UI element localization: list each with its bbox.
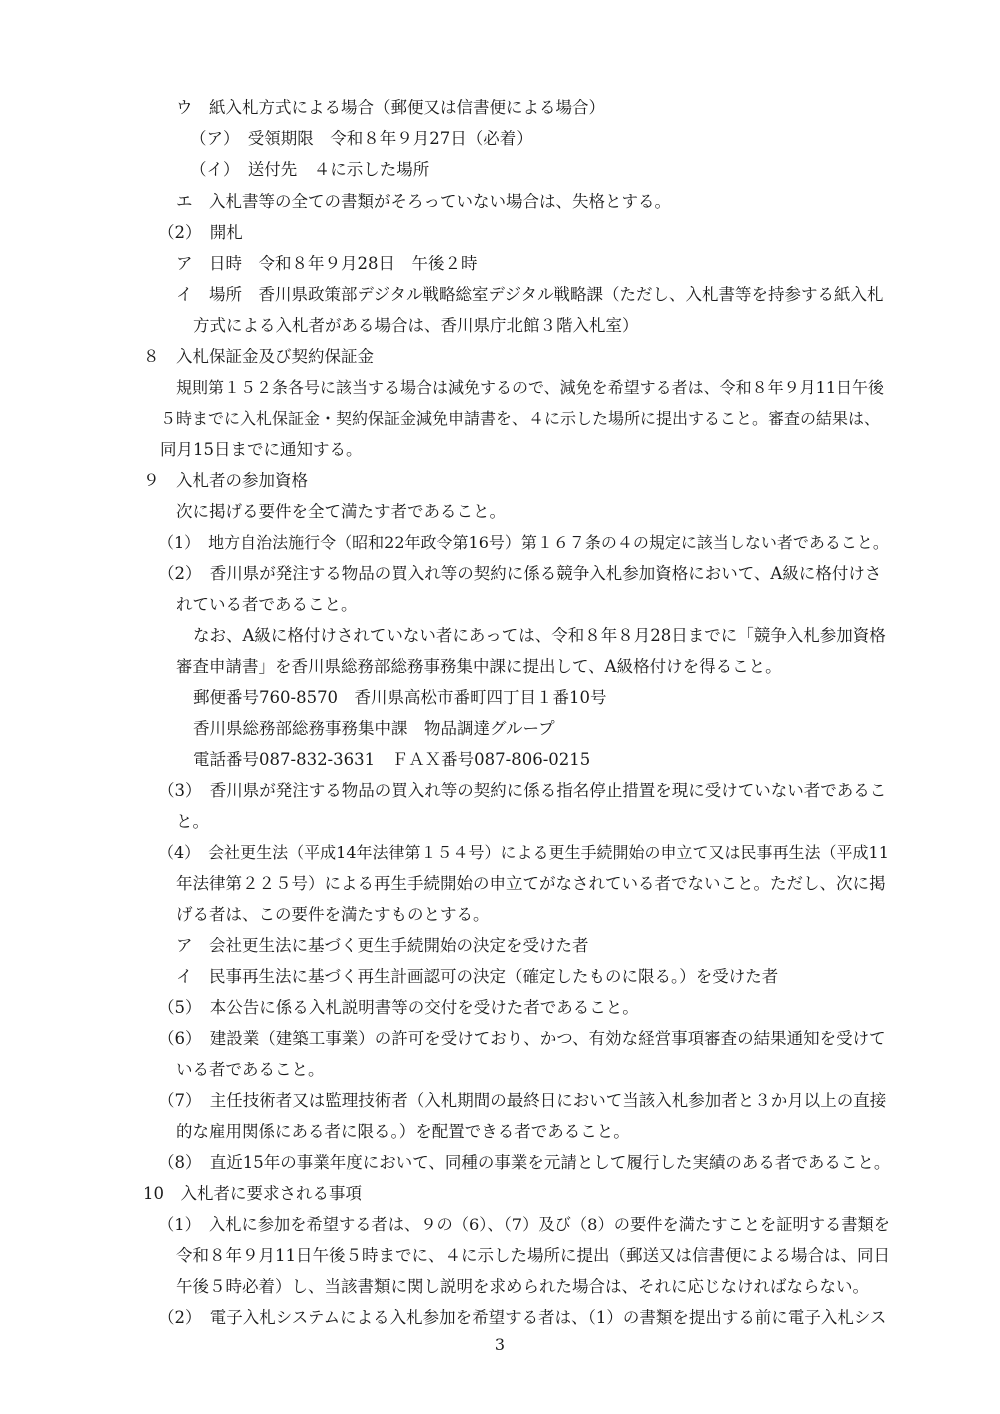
line-26: 年法律第２２５号）による再生手続開始の申立てがなされている者でないこと。ただし、次に掲 [176, 874, 886, 893]
line-25: （4） 会社更生法（平成14年法律第１５４号）による更生手続開始の申立て又は民事再生法（平成11 [158, 843, 889, 862]
line-16: （2） 香川県が発注する物品の買入れ等の契約に係る競争入札参加資格において、A級に格付けさ [158, 564, 882, 583]
line-15: （1） 地方自治法施行令（昭和22年政令第16号）第１６７条の４の規定に該当しない者であること。 [158, 533, 889, 552]
line-29: イ 民事再生法に基づく再生計画認可の決定（確定したものに限る。）を受けた者 [176, 967, 779, 986]
line-30: （5） 本公告に係る入札説明書等の交付を受けた者であること。 [158, 998, 639, 1017]
line-20: 郵便番号760-8570 香川県高松市番町四丁目１番10号 [193, 688, 607, 707]
line-32: いる者であること。 [176, 1060, 325, 1079]
line-37: （1） 入札に参加を希望する者は、９の（6）、（7）及び（8）の要件を満たすことを証明する書類を [158, 1215, 890, 1234]
line-24: と。 [176, 812, 209, 831]
page-number: 3 [494, 1335, 506, 1354]
line-11: ５時までに入札保証金・契約保証金減免申請書を、４に示した場所に提出すること。審査の結果は、 [160, 409, 881, 428]
line-28: ア 会社更生法に基づく更生手続開始の決定を受けた者 [176, 936, 589, 955]
line-31: （6） 建設業（建築工事業）の許可を受けており、かつ、有効な経営事項審査の結果通知を受けて [158, 1029, 886, 1048]
line-4: エ 入札書等の全ての書類がそろっていない場合は、失格とする。 [176, 192, 671, 211]
line-21: 香川県総務部総務事務集中課 物品調達グループ [193, 719, 555, 738]
line-14: 次に掲げる要件を全て満たす者であること。 [176, 502, 506, 521]
line-2: （ア） 受領期限 令和８年９月27日（必着） [190, 129, 533, 148]
line-18: なお、A級に格付けされていない者にあっては、令和８年８月28日までに「競争入札参加資格 [193, 626, 886, 645]
line-22: 電話番号087-832-3631 ＦＡＸ番号087-806-0215 [193, 750, 591, 769]
line-40: （2） 電子入札システムによる入札参加を希望する者は、（1）の書類を提出する前に電子入札シス [158, 1308, 887, 1327]
line-35: （8） 直近15年の事業年度において、同種の事業を元請として履行した実績のある者であること。 [158, 1153, 891, 1172]
line-13: ９ 入札者の参加資格 [143, 471, 308, 490]
line-7: イ 場所 香川県政策部デジタル戦略総室デジタル戦略課（ただし、入札書等を持参する紙入札 [176, 285, 884, 304]
line-1: ウ 紙入札方式による場合（郵便又は信書便による場合） [176, 98, 605, 117]
line-19: 審査申請書」を香川県総務部総務事務集中課に提出して、A級格付けを得ること。 [176, 657, 782, 676]
line-3: （イ） 送付先 ４に示した場所 [190, 160, 430, 179]
line-12: 同月15日までに通知する。 [160, 440, 363, 459]
line-9: ８ 入札保証金及び契約保証金 [143, 347, 374, 366]
line-8: 方式による入札者がある場合は、香川県庁北館３階入札室） [193, 316, 639, 335]
line-33: （7） 主任技術者又は監理技術者（入札期間の最終日において当該入札参加者と３か月以上の直接 [158, 1091, 887, 1110]
line-36: 10 入札者に要求される事項 [143, 1184, 362, 1203]
line-34: 的な雇用関係にある者に限る。）を配置できる者であること。 [176, 1122, 630, 1141]
line-10: 規則第１５２条各号に該当する場合は減免するので、減免を希望する者は、令和８年９月11日午後 [176, 378, 885, 397]
line-27: げる者は、この要件を満たすものとする。 [176, 905, 490, 924]
line-39: 午後５時必着）し、当該書類に関し説明を求められた場合は、それに応じなければならない。 [176, 1277, 869, 1296]
line-5: （2） 開札 [158, 223, 243, 242]
line-23: （3） 香川県が発注する物品の買入れ等の契約に係る指名停止措置を現に受けていない者であるこ [158, 781, 887, 800]
line-6: ア 日時 令和８年９月28日 午後２時 [176, 254, 478, 273]
line-17: れている者であること。 [176, 595, 358, 614]
line-38: 令和８年９月11日午後５時までに、４に示した場所に提出（郵送又は信書便による場合は、同日 [176, 1246, 890, 1265]
